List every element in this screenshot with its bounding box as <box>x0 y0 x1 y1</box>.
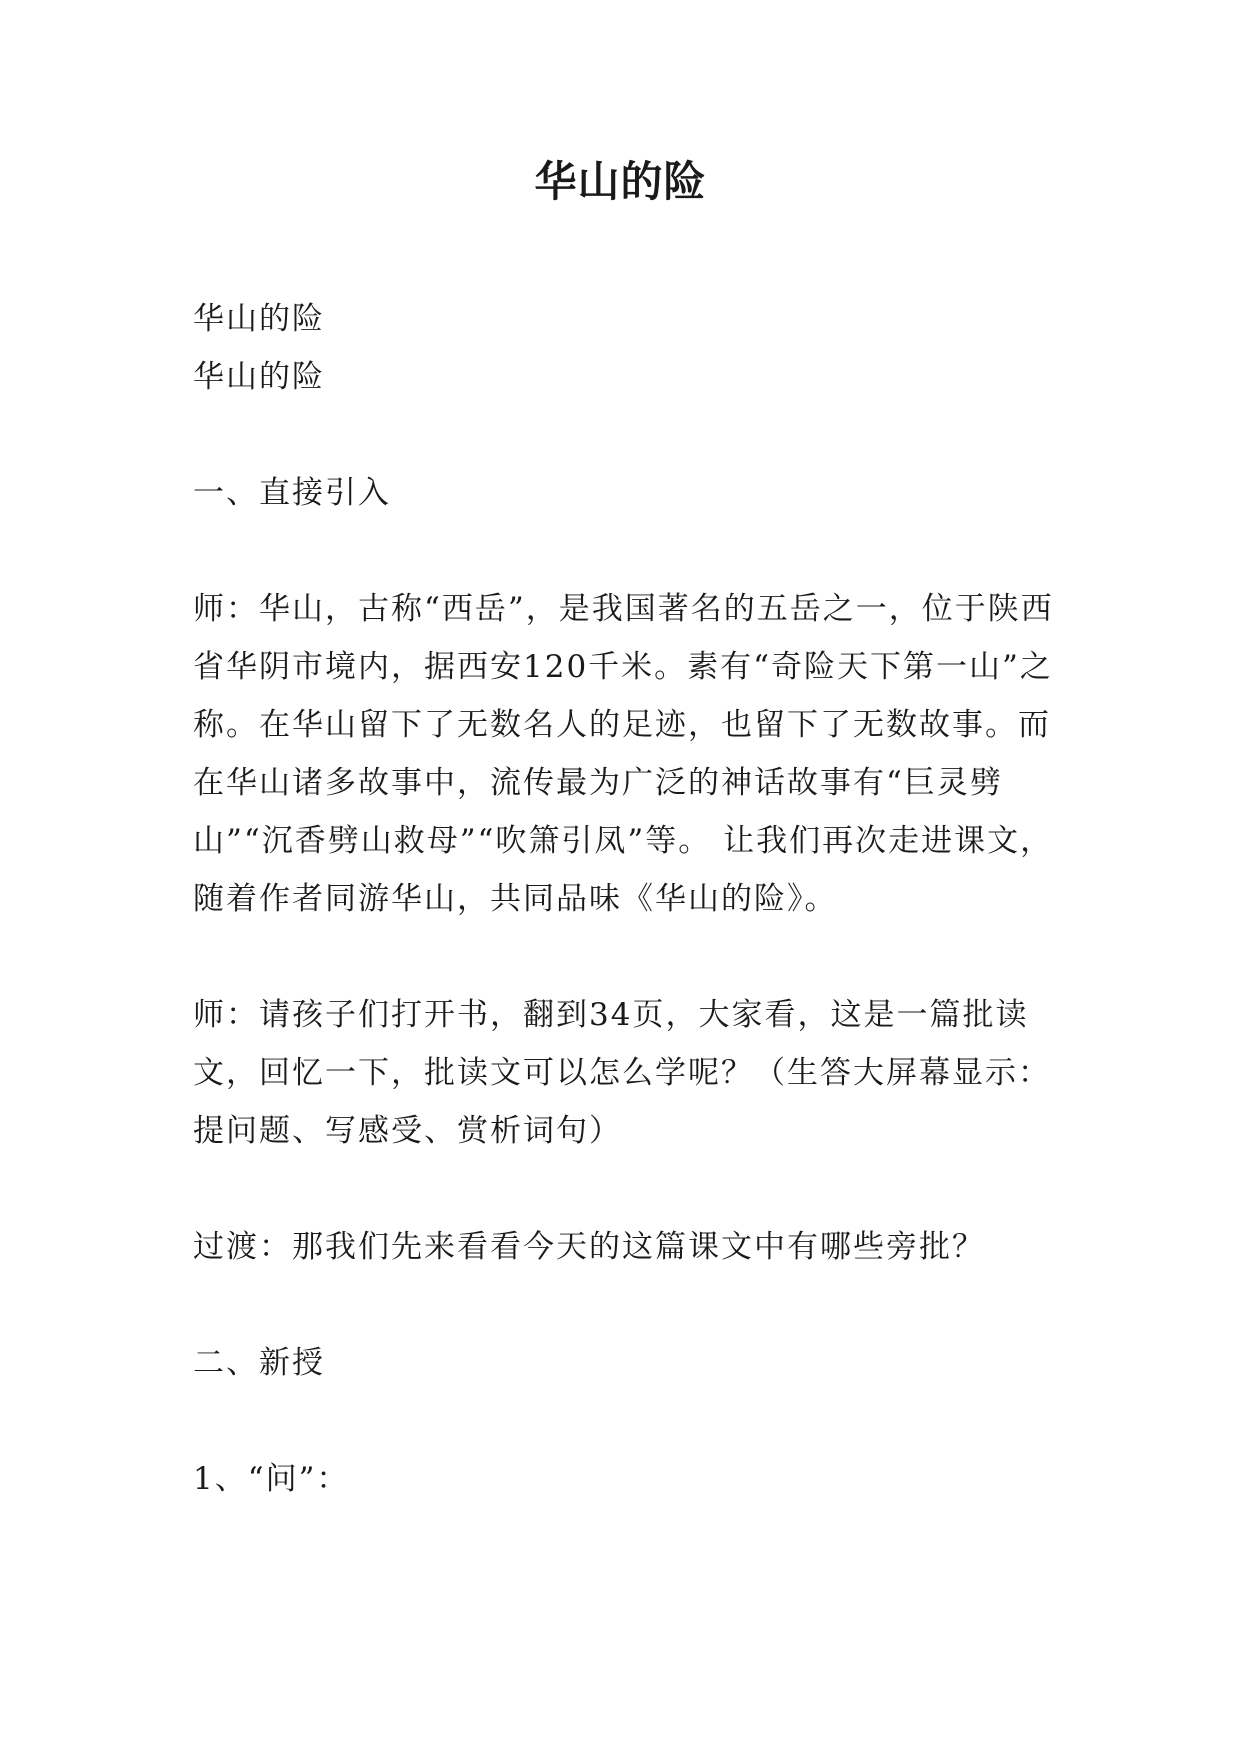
spacer <box>193 928 1073 986</box>
section-heading: 二、新授 <box>193 1345 325 1381</box>
document-title: 华山的险 <box>534 157 707 206</box>
document-body <box>193 290 1073 1508</box>
spacer <box>193 406 1073 464</box>
list-item: 1、“问”： <box>193 1461 350 1497</box>
spacer <box>193 522 1073 580</box>
body-paragraph: 师：请孩子们打开书，翻到34页，大家看，这是一篇批读文，回忆一下，批读文可以怎么学呢？（生答大屏幕显示：提问题、写感受、赏析词句） <box>193 997 1051 1149</box>
section-heading: 一、直接引入 <box>193 475 391 511</box>
spacer <box>193 1392 1073 1450</box>
body-paragraph: 过渡：那我们先来看看今天的这篇课文中有哪些旁批？ <box>193 1229 985 1265</box>
body-paragraph: 师：华山，古称“西岳”，是我国著名的五岳之一，位于陕西省华阴市境内，据西安120千米。素有“奇险天下第一山”之称。在华山留下了无数名人的足迹，也留下了无数故事。而在华山诸多故事中，流传最为广泛的神话故事有“巨灵劈山”“沉香劈山救母”“吹箫引凤”等。 让我们再次走进课文，随着作者同游华山，共同品味《华山的险》。 <box>193 591 1054 917</box>
spacer <box>193 1160 1073 1218</box>
spacer <box>193 1276 1073 1334</box>
subtitle-line: 华山的险 <box>193 359 325 395</box>
subtitle-line: 华山的险 <box>193 301 325 337</box>
